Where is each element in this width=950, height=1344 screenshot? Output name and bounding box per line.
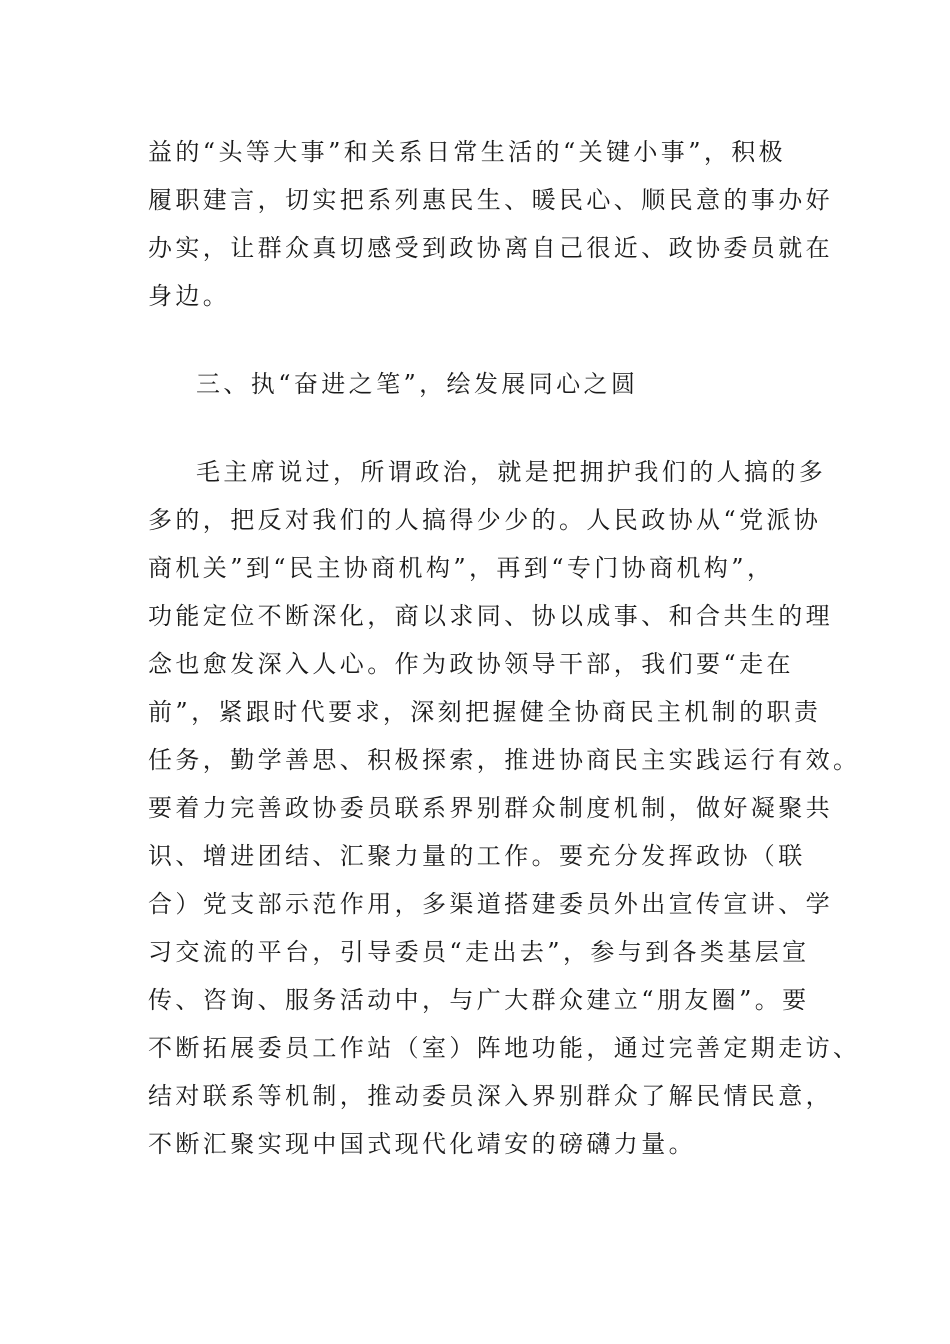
paragraph-line: 结对联系等机制，推动委员深入界别群众了解民情民意，	[148, 1082, 833, 1110]
paragraph-line: 识、增进团结、汇聚力量的工作。要充分发挥政协（联	[148, 842, 806, 870]
section-heading: 三、执“奋进之笔”，绘发展同心之圆	[196, 370, 639, 398]
paragraph-line: 合）党支部示范作用，多渠道搭建委员外出宣传宣讲、学	[148, 890, 833, 918]
paragraph-line: 办实，让群众真切感受到政协离自己很近、政协委员就在	[148, 234, 833, 262]
paragraph-line: 益的“头等大事”和关系日常生活的“关键小事”，积极	[148, 138, 787, 166]
paragraph-line: 习交流的平台，引导委员“走出去”，参与到各类基层宣	[148, 938, 810, 966]
paragraph-line: 传、咨询、服务活动中，与广大群众建立“朋友圈”。要	[148, 986, 810, 1014]
paragraph-line: 不断汇聚实现中国式现代化靖安的磅礴力量。	[148, 1130, 696, 1158]
paragraph-line: 身边。	[148, 282, 231, 310]
paragraph-line: 要着力完善政协委员联系界别群众制度机制，做好凝聚共	[148, 794, 833, 822]
paragraph-line: 念也愈发深入人心。作为政协领导干部，我们要“走在	[148, 650, 794, 678]
paragraph-line: 多的，把反对我们的人搞得少少的。人民政协从“党派协	[148, 506, 822, 534]
paragraph-line: 商机关”到“民主协商机构”，再到“专门协商机构”，	[148, 554, 775, 582]
paragraph-line: 履职建言，切实把系列惠民生、暖民心、顺民意的事办好	[148, 186, 833, 214]
paragraph-line: 前”，紧跟时代要求，深刻把握健全协商民主机制的职责	[148, 698, 822, 726]
paragraph-line: 功能定位不断深化，商以求同、协以成事、和合共生的理	[148, 602, 833, 630]
paragraph-line: 不断拓展委员工作站（室）阵地功能，通过完善定期走访、	[148, 1034, 861, 1062]
paragraph-line: 任务，勤学善思、积极探索，推进协商民主实践运行有效。	[148, 746, 861, 774]
paragraph-line: 毛主席说过，所谓政治，就是把拥护我们的人搞的多	[196, 458, 827, 486]
